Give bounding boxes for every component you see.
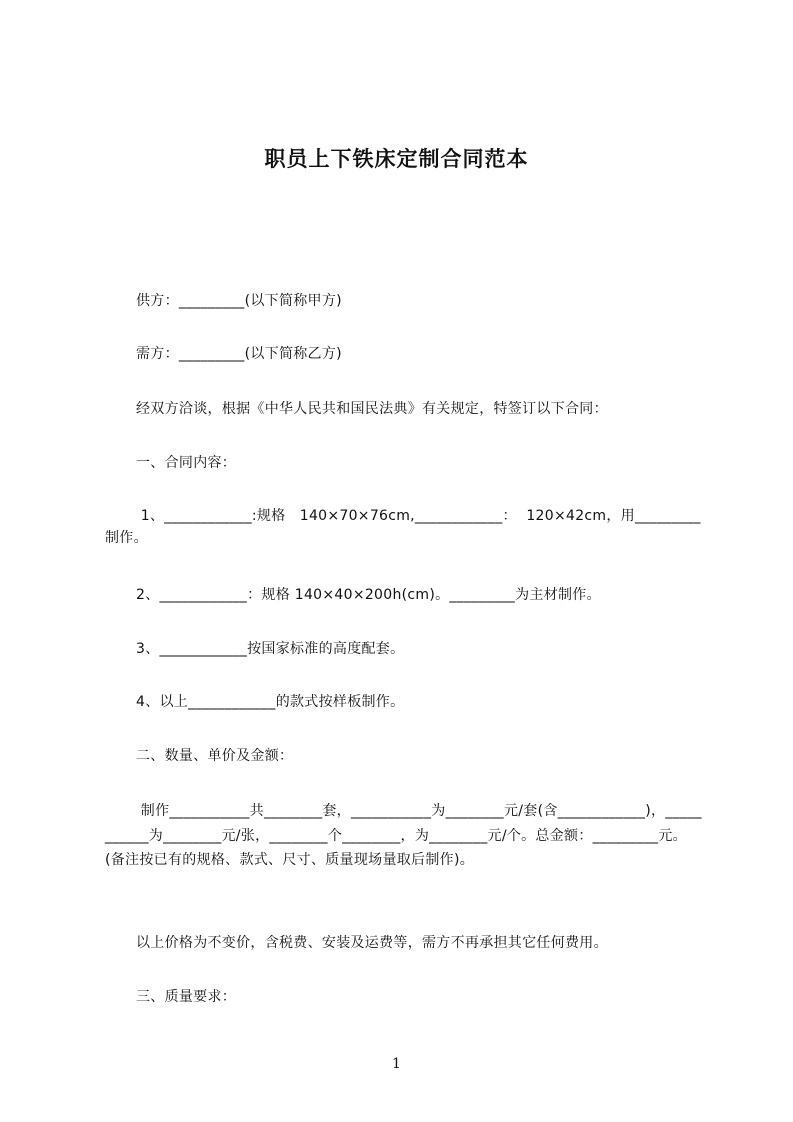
supplier-line: 供方：_________(以下简称甲方) (136, 293, 342, 309)
section-heading-contract-content: 一、合同内容： (136, 455, 237, 471)
price-note-paragraph: 以上价格为不变价，含税费、安装及运费等，需方不再承担其它任何费用。 (136, 935, 608, 951)
page-number: 1 (392, 1056, 401, 1072)
section-heading-quantity-price: 二、数量、单价及金额： (136, 748, 294, 764)
section-heading-quality: 三、质量要求： (136, 989, 237, 1005)
clause-item-2: 2、____________：规格 140×40×200h(cm)。_________为主材制作。 (136, 587, 601, 603)
clause-item-3: 3、____________按国家标准的高度配套。 (136, 641, 405, 657)
quantity-price-paragraph: 制作___________共________套，___________为________元/套(含____________)，___________为________元/张，________个________，为________元/个。总金额：_________元。(备注按已有的规格、款式、尺寸、质量现场量取后制作)。 (105, 803, 702, 868)
preamble-paragraph: 经双方洽谈，根据《中华人民共和国民法典》有关规定，特签订以下合同： (136, 401, 608, 417)
clause-item-1: 1、____________:规格 140×70×76cm,____________： 120×42cm，用_________制作。 (105, 508, 701, 546)
document-title: 职员上下铁床定制合同范本 (264, 147, 529, 171)
clause-item-4: 4、以上____________的款式按样板制作。 (136, 694, 405, 710)
buyer-line: 需方：_________(以下简称乙方) (136, 346, 342, 362)
